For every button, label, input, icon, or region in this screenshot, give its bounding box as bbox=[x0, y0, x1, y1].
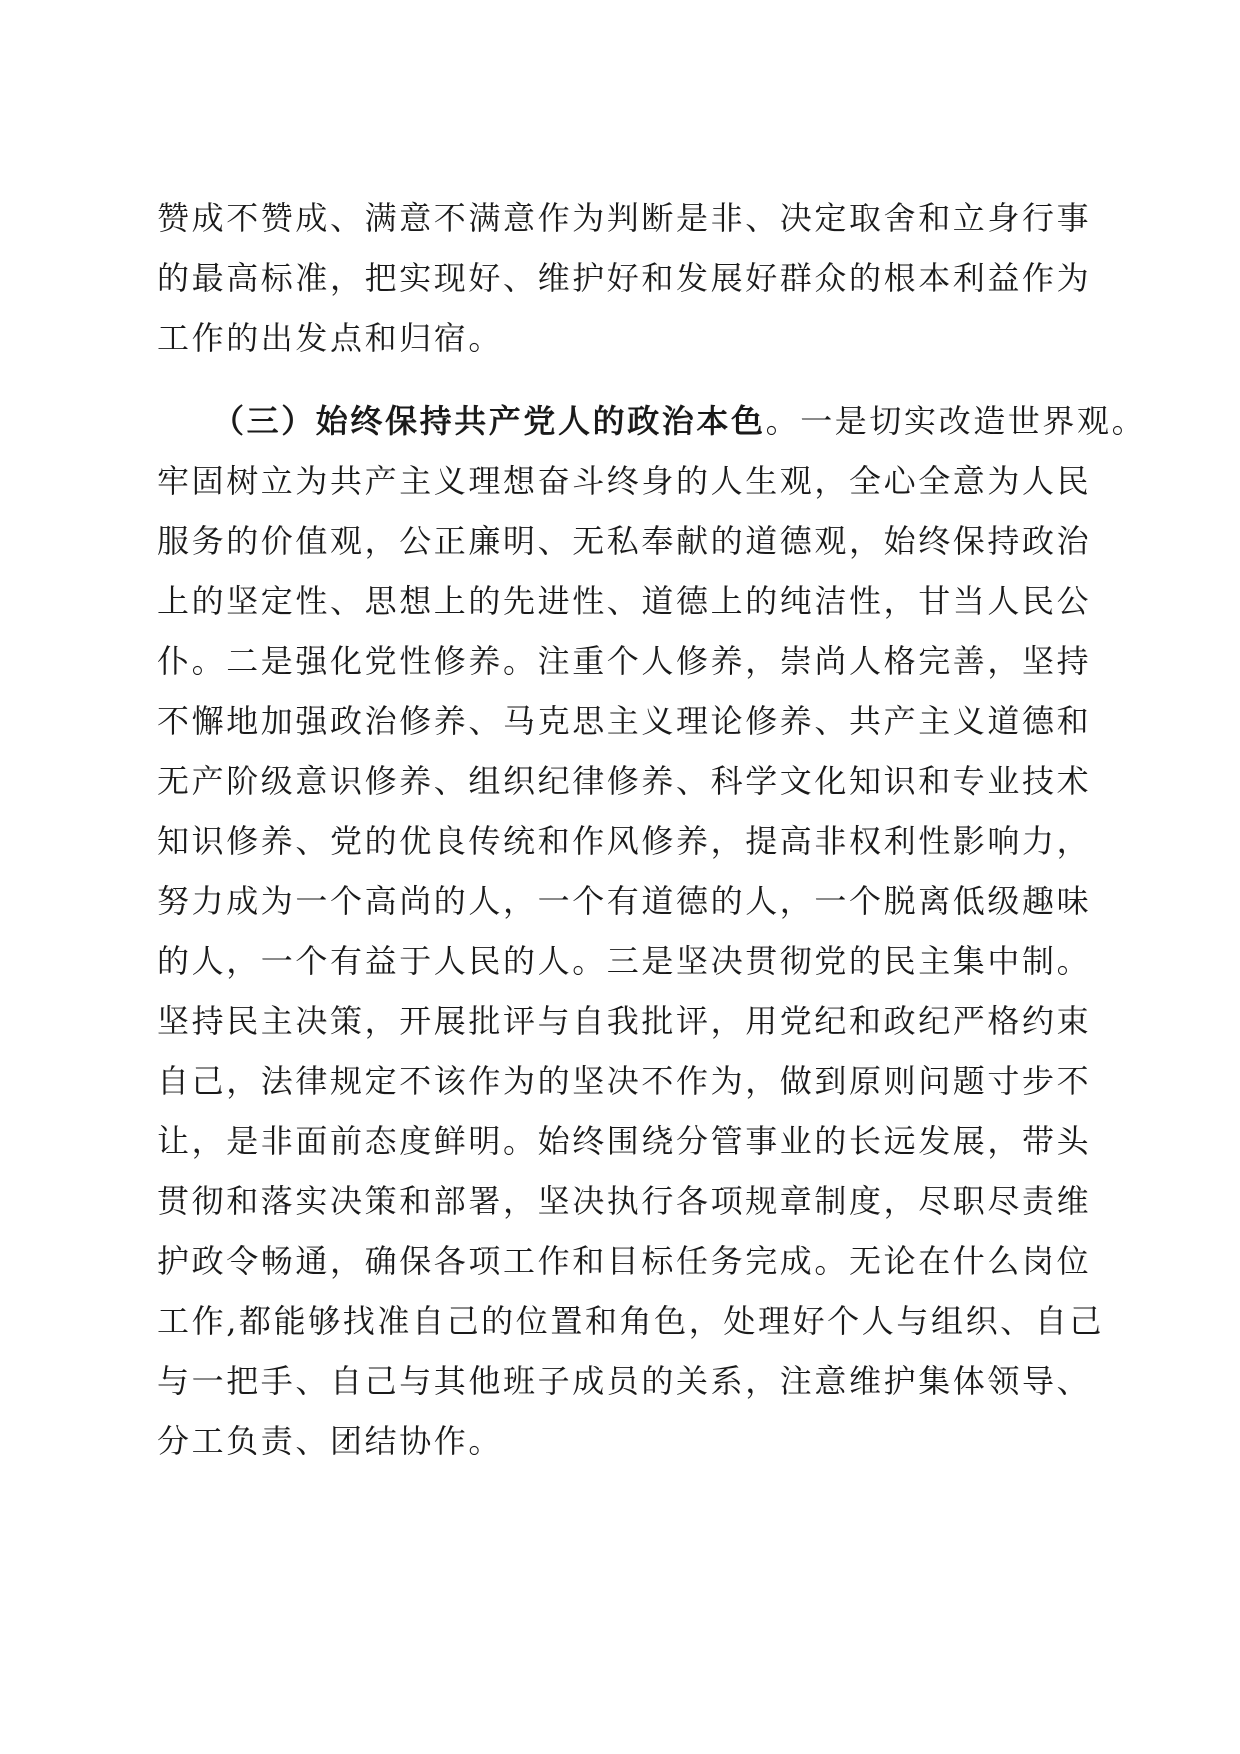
section-heading: （三）始终保持共产党人的政治本色 bbox=[212, 402, 766, 440]
text-line: 赞成不赞成、满意不满意作为判断是非、决定取舍和立身行事 bbox=[157, 199, 1092, 237]
text-line: 无产阶级意识修养、组织纪律修养、科学文化知识和专业技术 bbox=[157, 762, 1092, 800]
text-line: 工作,都能够找准自己的位置和角色，处理好个人与组织、自己 bbox=[157, 1302, 1104, 1340]
text-line: 让，是非面前态度鲜明。始终围绕分管事业的长远发展，带头 bbox=[157, 1122, 1092, 1160]
text-line: 的最高标准，把实现好、维护好和发展好群众的根本利益作为 bbox=[157, 259, 1092, 297]
text-line: 努力成为一个高尚的人，一个有道德的人，一个脱离低级趣味 bbox=[157, 882, 1092, 920]
text-line: 与一把手、自己与其他班子成员的关系，注意维护集体领导、 bbox=[157, 1362, 1092, 1400]
text-line: 坚持民主决策，开展批评与自我批评，用党纪和政纪严格约束 bbox=[157, 1002, 1092, 1040]
text-line: 工作的出发点和归宿。 bbox=[157, 319, 504, 357]
text-line: 知识修养、党的优良传统和作风修养，提高非权利性影响力， bbox=[157, 822, 1092, 860]
text-line: 的人，一个有益于人民的人。三是坚决贯彻党的民主集中制。 bbox=[157, 942, 1092, 980]
text-line: 贯彻和落实决策和部署，坚决执行各项规章制度，尽职尽责维 bbox=[157, 1182, 1092, 1220]
text-line: 分工负责、团结协作。 bbox=[157, 1422, 504, 1460]
text-line: 上的坚定性、思想上的先进性、道德上的纯洁性，甘当人民公 bbox=[157, 582, 1092, 620]
text-line: 自己，法律规定不该作为的坚决不作为，做到原则问题寸步不 bbox=[157, 1062, 1092, 1100]
text-line: 牢固树立为共产主义理想奋斗终身的人生观，全心全意为人民 bbox=[157, 462, 1092, 500]
text-line: 护政令畅通，确保各项工作和目标任务完成。无论在什么岗位 bbox=[157, 1242, 1092, 1280]
text-line: 不懈地加强政治修养、马克思主义理论修养、共产主义道德和 bbox=[157, 702, 1092, 740]
text-line: 仆。二是强化党性修养。注重个人修养，崇尚人格完善，坚持 bbox=[157, 642, 1092, 680]
section-heading-line bbox=[212, 401, 1146, 441]
heading-tail-text: 。一是切实改造世界观。 bbox=[765, 402, 1147, 440]
text-line: 服务的价值观，公正廉明、无私奉献的道德观，始终保持政治 bbox=[157, 522, 1092, 560]
